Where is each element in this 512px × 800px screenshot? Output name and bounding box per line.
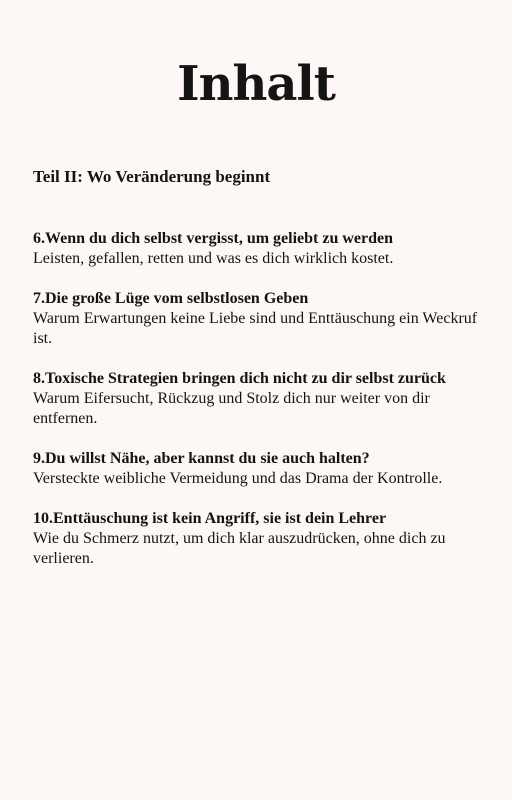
toc-entry-9 [33,449,483,489]
page-title: Inhalt [177,56,335,112]
toc-entry-7 [33,289,483,349]
table-of-contents [33,229,483,589]
section-heading: Teil II: Wo Veränderung beginnt [33,167,271,186]
toc-entry-description: Warum Erwartungen keine Liebe sind und Enttäuschung ein Weckruf ist. [33,310,478,347]
toc-entry-description: Warum Eifersucht, Rückzug und Stolz dich nur weiter von dir entfernen. [33,390,430,427]
toc-entry-description: Wie du Schmerz nutzt, um dich klar auszudrücken, ohne dich zu verlieren. [33,530,446,567]
toc-entry-title: 10.Enttäuschung ist kein Angriff, sie ist dein Lehrer [33,510,387,527]
toc-entry-title: 7.Die große Lüge vom selbstlosen Geben [33,290,309,307]
toc-entry-8 [33,369,483,429]
toc-entry-title: 6.Wenn du dich selbst vergisst, um geliebt zu werden [33,230,394,247]
toc-entry-6 [33,229,483,269]
toc-entry-10 [33,509,483,569]
toc-entry-title: 8.Toxische Strategien bringen dich nicht zu dir selbst zurück [33,370,446,387]
toc-entry-description: Versteckte weibliche Vermeidung und das Drama der Kontrolle. [33,470,443,487]
toc-entry-title: 9.Du willst Nähe, aber kannst du sie auch halten? [33,450,370,467]
toc-entry-description: Leisten, gefallen, retten und was es dich wirklich kostet. [33,250,394,267]
